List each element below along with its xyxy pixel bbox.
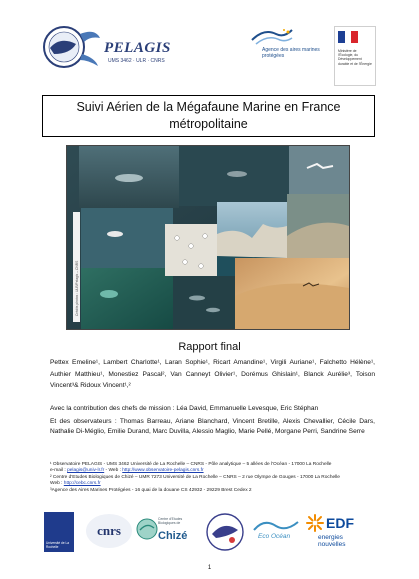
ulr-logo xyxy=(44,512,74,552)
report-title xyxy=(43,99,374,133)
photo-gannets xyxy=(165,224,217,276)
chize-logo xyxy=(136,514,194,550)
ministry-logo-text: Ministère de l'Écologie, du Développement durable et de l'Énergie xyxy=(338,49,372,66)
photo-boat xyxy=(81,208,173,268)
cnrs-logo xyxy=(86,514,132,548)
affiliation-1-email-link[interactable]: pelagis@univ-lr.fr xyxy=(67,468,105,473)
ulr-logo-text: Université de La Rochelle xyxy=(46,541,70,549)
chize-logo-text: Chizé xyxy=(158,530,188,542)
affiliation-2-web-prefix: Web : xyxy=(50,481,64,486)
affiliation-1 xyxy=(50,462,375,474)
ministry-logo xyxy=(334,26,376,86)
pelagis-logo-mark xyxy=(40,24,102,70)
cover-photo-collage xyxy=(66,145,350,330)
ecoocean-logo xyxy=(252,516,300,546)
chize-globe-icon xyxy=(136,514,158,544)
aamp-logo-mark xyxy=(250,26,294,46)
photo-dolphins xyxy=(173,276,235,329)
edf-logo-name: EDF xyxy=(326,515,354,531)
affiliation-1-address: ¹ Observatoire PELAGIS - UMS 3462 Université de La Rochelle – CNRS - Pôle analytique – 5 allées de l'Océan - 17000 La Rochelle xyxy=(50,462,332,467)
marianne-flag-icon xyxy=(338,31,358,43)
affiliation-2-address: ² Centre d'Etudes Biologiques de Chizé – UMR 7273 Université de La Rochelle – CNRS – 2 rue Olympe de Gouges - 17000 La Rochelle xyxy=(50,475,340,480)
report-title-line2: métropolitaine xyxy=(169,117,248,131)
affiliation-2-web-link[interactable]: http://cebc.cnrs.fr xyxy=(63,481,101,486)
affiliation-2-contact xyxy=(50,481,375,487)
affiliation-1-email-prefix: e-mail : xyxy=(50,468,68,473)
affiliation-1-contact xyxy=(50,468,375,474)
mission-chiefs: Avec la contribution des chefs de mission : Léa David, Emmanuelle Levesque, Eric Stéphan xyxy=(50,405,319,412)
collage-credit-text: Crédits photos : ULR/Pelagis – CNRS xyxy=(75,260,79,316)
ecoocean-logo-text: Eco Océan xyxy=(258,533,291,540)
pelagis-logo-name: PELAGIS xyxy=(104,40,171,56)
edf-logo-subtitle: energies nouvelles xyxy=(318,534,346,548)
edf-logo xyxy=(306,514,372,552)
affiliation-2 xyxy=(50,475,375,487)
marine-mammal-logo xyxy=(204,512,246,552)
photo-turquoise-water xyxy=(81,268,173,329)
photo-seabird xyxy=(289,146,349,194)
observers-list: Et des observateurs : Thomas Barreau, Ariane Blanchard, Vincent Bretille, Alexis Chevallier, Cécile Dars, Nathalie Di-Méglio, Emilie Durand, Marc Duvilla, Alessio Maglio, Marie Pellé, Morgane Perri, Sandrine Serre xyxy=(50,418,375,435)
report-subtitle: Rapport final xyxy=(178,341,241,353)
affiliation-1-web-link[interactable]: http://www.observatoire-pelagis.cnrs.fr xyxy=(122,468,204,473)
affiliation-3: ³Agence des Aires Marines Protégées - 16 quai de la douane CS 42932 - 29229 Brest Cedex 2 xyxy=(50,488,252,493)
report-title-line1: Suivi Aérien de la Mégafaune Marine en France xyxy=(76,100,341,114)
chize-logo-small-text: Centre d'Etudes Biologiques de xyxy=(158,517,183,525)
pelagis-logo-subtitle: UMS 3462 · ULR · CNRS xyxy=(108,58,165,64)
edf-sun-icon xyxy=(306,514,324,532)
aamp-logo-text: Agence des aires marines protégées xyxy=(262,47,320,59)
ecoocean-wave-icon xyxy=(252,516,300,534)
cnrs-logo-text: cnrs xyxy=(97,523,121,538)
affiliation-1-web-prefix: - Web : xyxy=(104,468,123,473)
report-title-box xyxy=(42,95,375,137)
authors-list: Pettex Emeline¹, Lambert Charlotte¹, Laran Sophie¹, Ricart Amandine¹, Virgili Auriane¹, Falchetto Hélène¹, Authier Matthieu¹, Monestiez Pascal², Van Canneyt Olivier¹, Dorémus Ghislain¹, Blanck Aurélie³, Toison Vincent³& Ridoux Vincent¹,² xyxy=(50,359,375,389)
page-number: 1 xyxy=(207,565,212,571)
collage-photos xyxy=(67,146,349,329)
